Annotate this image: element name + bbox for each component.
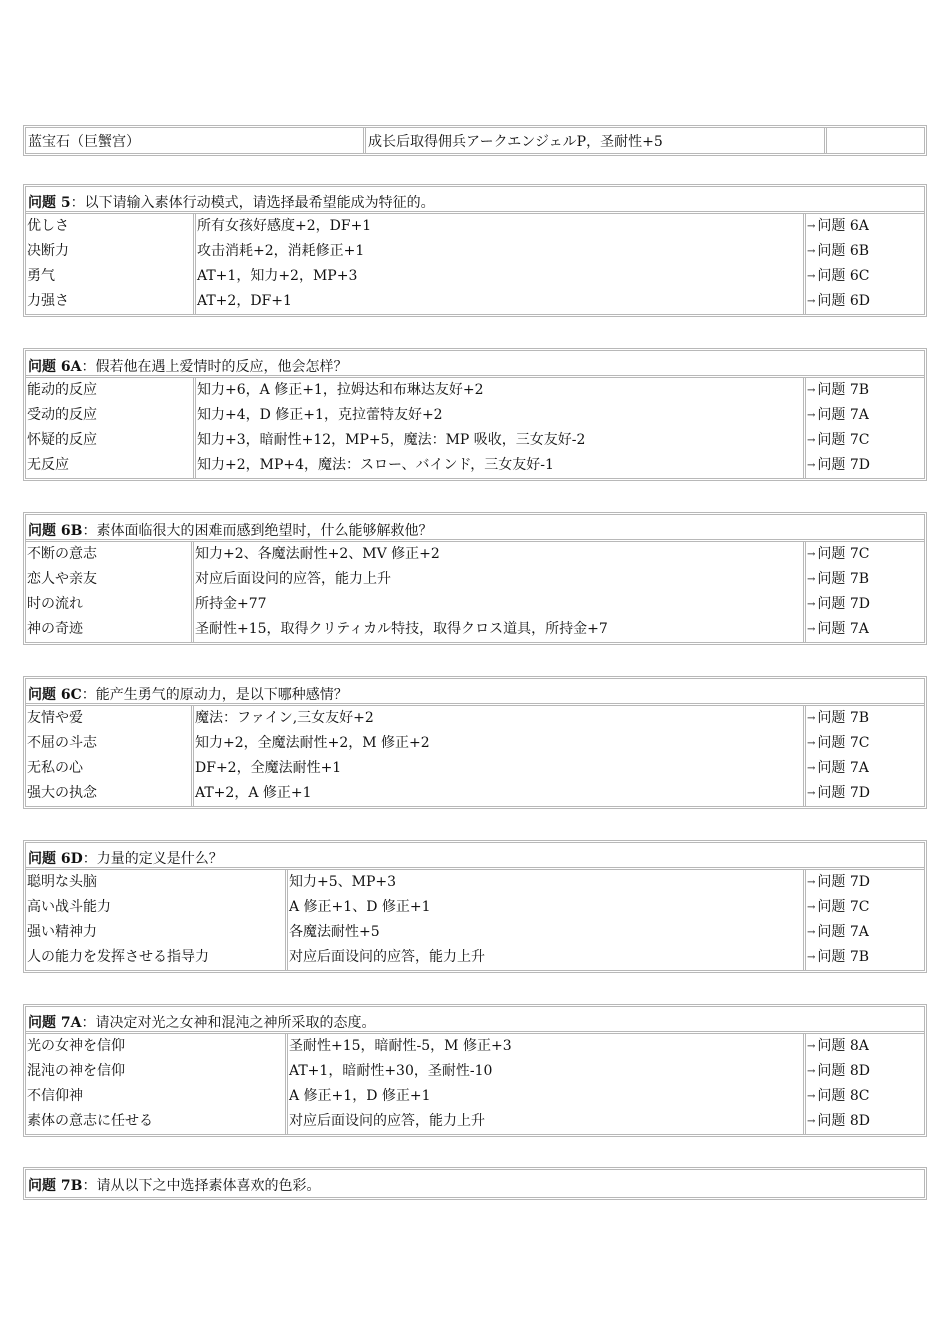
gem-extra [827, 128, 924, 153]
effect-cell: 对应后面设问的应答，能力上升 [289, 949, 485, 965]
next-question-cell: → 问题 6B [807, 243, 870, 259]
arrow-icon: → [807, 246, 816, 257]
option-cell: 力强さ [27, 293, 69, 309]
option-column [26, 214, 196, 314]
next-question-cell: → 问题 7A [807, 924, 869, 940]
next-question-cell: → 问题 6D [807, 293, 870, 309]
option-cell: 时の流れ [27, 596, 83, 612]
arrow-icon: → [807, 788, 816, 799]
effect-cell: 所有女孩好感度+2，DF+1 [197, 218, 372, 234]
question-table-q7a [23, 1004, 927, 1137]
next-question-cell: → 问题 8A [807, 1038, 869, 1054]
question-table-q5 [23, 184, 927, 317]
question-label: 问题 7B [28, 1178, 83, 1194]
next-question-cell: → 问题 7A [807, 621, 869, 637]
arrow-icon: → [807, 902, 816, 913]
option-cell: 友情や爱 [27, 710, 83, 726]
option-cell: 不断の意志 [27, 546, 97, 562]
option-cell: 能动的反应 [27, 382, 97, 398]
option-cell: 无反应 [27, 457, 69, 473]
option-column [26, 870, 288, 970]
question-header [26, 1170, 924, 1197]
next-question-cell: → 问题 8C [807, 1088, 870, 1104]
arrow-icon: → [807, 624, 816, 635]
arrow-icon: → [807, 1091, 816, 1102]
effect-cell: 知力+2、各魔法耐性+2、MV 修正+2 [195, 546, 440, 562]
effect-column [288, 1034, 806, 1134]
option-cell: 素体の意志に任せる [27, 1113, 153, 1129]
gem-row-table [23, 125, 927, 156]
effect-cell: DF+2，全魔法耐性+1 [195, 760, 342, 776]
arrow-icon: → [807, 599, 816, 610]
option-column [26, 542, 194, 642]
arrow-icon: → [807, 1066, 816, 1077]
next-question-cell: → 问题 7C [807, 735, 870, 751]
effect-cell: 知力+2，MP+4，魔法：スロー、バインド，三女友好-1 [197, 457, 554, 473]
option-cell: 光の女神を信仰 [27, 1038, 125, 1054]
option-cell: 恋人や亲友 [27, 571, 97, 587]
question-table-q7b [23, 1167, 927, 1200]
next-question-cell: → 问题 7D [807, 457, 870, 473]
arrow-icon: → [807, 410, 816, 421]
next-question-cell: → 问题 7D [807, 785, 870, 801]
effect-column [194, 542, 806, 642]
arrow-icon: → [807, 738, 816, 749]
option-cell: 决断力 [27, 243, 69, 259]
question-text: ：能产生勇气的原动力，是以下哪种感情？ [81, 687, 348, 703]
arrow-icon: → [807, 927, 816, 938]
option-cell: 混沌の神を信仰 [27, 1063, 125, 1079]
effect-cell: 对应后面设问的应答，能力上升 [195, 571, 391, 587]
option-cell: 不屈の斗志 [27, 735, 97, 751]
effect-cell: 知力+4，D 修正+1，克拉蕾特友好+2 [197, 407, 443, 423]
question-text: ：力量的定义是什么？ [82, 851, 223, 867]
effect-cell: A 修正+1，D 修正+1 [289, 1088, 431, 1104]
effect-cell: 知力+6，A 修正+1，拉姆达和布琳达友好+2 [197, 382, 484, 398]
effect-cell: 攻击消耗+2，消耗修正+1 [197, 243, 365, 259]
arrow-icon: → [807, 385, 816, 396]
arrow-icon: → [807, 549, 816, 560]
effect-cell: 知力+2，全魔法耐性+2，M 修正+2 [195, 735, 430, 751]
question-header [26, 351, 924, 378]
option-cell: 怀疑的反应 [27, 432, 97, 448]
arrow-icon: → [807, 271, 816, 282]
effect-cell: 知力+3，暗耐性+12，MP+5，魔法：MP 吸收，三女友好-2 [197, 432, 586, 448]
effect-column [196, 214, 806, 314]
option-cell: 强大の执念 [27, 785, 97, 801]
question-table-q6c [23, 676, 927, 809]
gem-name: 蓝宝石（巨蟹宫） [26, 128, 366, 153]
option-cell: 人の能力を发挥させる指导力 [27, 949, 209, 965]
gem-effect: 成长后取得佣兵アークエンジェルP，圣耐性+5 [366, 128, 827, 153]
next-question-cell: → 问题 7C [807, 899, 870, 915]
arrow-icon: → [807, 435, 816, 446]
next-question-cell: → 问题 7B [807, 710, 870, 726]
question-label: 问题 6B [28, 523, 83, 539]
question-label: 问题 6C [28, 687, 82, 703]
option-column [26, 706, 194, 806]
option-column [26, 1034, 288, 1134]
next-question-cell: → 问题 7A [807, 760, 869, 776]
question-text: ：素体面临很大的困难而感到绝望时，什么能够解救他？ [82, 523, 433, 539]
next-question-cell: → 问题 6A [807, 218, 869, 234]
question-header [26, 843, 924, 870]
question-text: ：假若他在遇上爱情时的反应，他会怎样？ [81, 359, 348, 375]
option-cell: 不信仰神 [27, 1088, 83, 1104]
effect-cell: AT+1，暗耐性+30，圣耐性-10 [289, 1063, 493, 1079]
option-cell: 无私の心 [27, 760, 83, 776]
option-cell: 高い战斗能力 [27, 899, 111, 915]
next-question-cell: → 问题 7D [807, 596, 870, 612]
arrow-icon: → [807, 763, 816, 774]
next-column [806, 214, 924, 314]
question-header [26, 679, 924, 706]
arrow-icon: → [807, 460, 816, 471]
effect-cell: 所持金+77 [195, 596, 267, 612]
arrow-icon: → [807, 877, 816, 888]
arrow-icon: → [807, 574, 816, 585]
next-question-cell: → 问题 7B [807, 949, 870, 965]
question-text: ：请从以下之中选择素体喜欢的色彩。 [82, 1178, 321, 1194]
arrow-icon: → [807, 713, 816, 724]
question-header [26, 1007, 924, 1034]
option-cell: 聪明な头脑 [27, 874, 97, 890]
effect-cell: 知力+5、MP+3 [289, 874, 397, 890]
question-label: 问题 7A [28, 1015, 82, 1031]
next-question-cell: → 问题 7A [807, 407, 869, 423]
option-column [26, 378, 196, 478]
next-column [806, 378, 924, 478]
question-header [26, 187, 924, 214]
question-label: 问题 5 [28, 195, 71, 211]
next-column [806, 1034, 924, 1134]
arrow-icon: → [807, 221, 816, 232]
arrow-icon: → [807, 1041, 816, 1052]
arrow-icon: → [807, 1116, 816, 1127]
next-question-cell: → 问题 7D [807, 874, 870, 890]
next-question-cell: → 问题 6C [807, 268, 870, 284]
question-label: 问题 6A [28, 359, 82, 375]
effect-cell: 各魔法耐性+5 [289, 924, 380, 940]
effect-column [196, 378, 806, 478]
arrow-icon: → [807, 296, 816, 307]
effect-cell: AT+1，知力+2，MP+3 [197, 268, 358, 284]
effect-cell: A 修正+1、D 修正+1 [289, 899, 431, 915]
option-cell: 神の奇迹 [27, 621, 83, 637]
next-column [806, 706, 924, 806]
effect-cell: AT+2，DF+1 [197, 293, 292, 309]
option-cell: 勇气 [27, 268, 55, 284]
option-cell: 强い精神力 [27, 924, 97, 940]
effect-column [288, 870, 806, 970]
effect-cell: 对应后面设问的应答，能力上升 [289, 1113, 485, 1129]
question-text: ：请决定对光之女神和混沌之神所采取的态度。 [81, 1015, 376, 1031]
next-column [806, 870, 924, 970]
effect-cell: 圣耐性+15，暗耐性-5，M 修正+3 [289, 1038, 512, 1054]
effect-cell: 圣耐性+15，取得クリティカル特技，取得クロス道具，所持金+7 [195, 621, 608, 637]
option-cell: 优しさ [27, 218, 69, 234]
effect-cell: AT+2，A 修正+1 [195, 785, 312, 801]
question-table-q6a [23, 348, 927, 481]
next-question-cell: → 问题 7B [807, 571, 870, 587]
question-label: 问题 6D [28, 851, 83, 867]
option-cell: 受动的反应 [27, 407, 97, 423]
effect-cell: 魔法：ファイン,三女友好+2 [195, 710, 374, 726]
question-text: ：以下请输入素体行动模式，请选择最希望能成为特征的。 [70, 195, 435, 211]
question-table-q6b [23, 512, 927, 645]
next-question-cell: → 问题 7B [807, 382, 870, 398]
question-table-q6d [23, 840, 927, 973]
question-header [26, 515, 924, 542]
next-question-cell: → 问题 7C [807, 546, 870, 562]
next-column [806, 542, 924, 642]
next-question-cell: → 问题 7C [807, 432, 870, 448]
next-question-cell: → 问题 8D [807, 1113, 870, 1129]
effect-column [194, 706, 806, 806]
next-question-cell: → 问题 8D [807, 1063, 870, 1079]
arrow-icon: → [807, 952, 816, 963]
